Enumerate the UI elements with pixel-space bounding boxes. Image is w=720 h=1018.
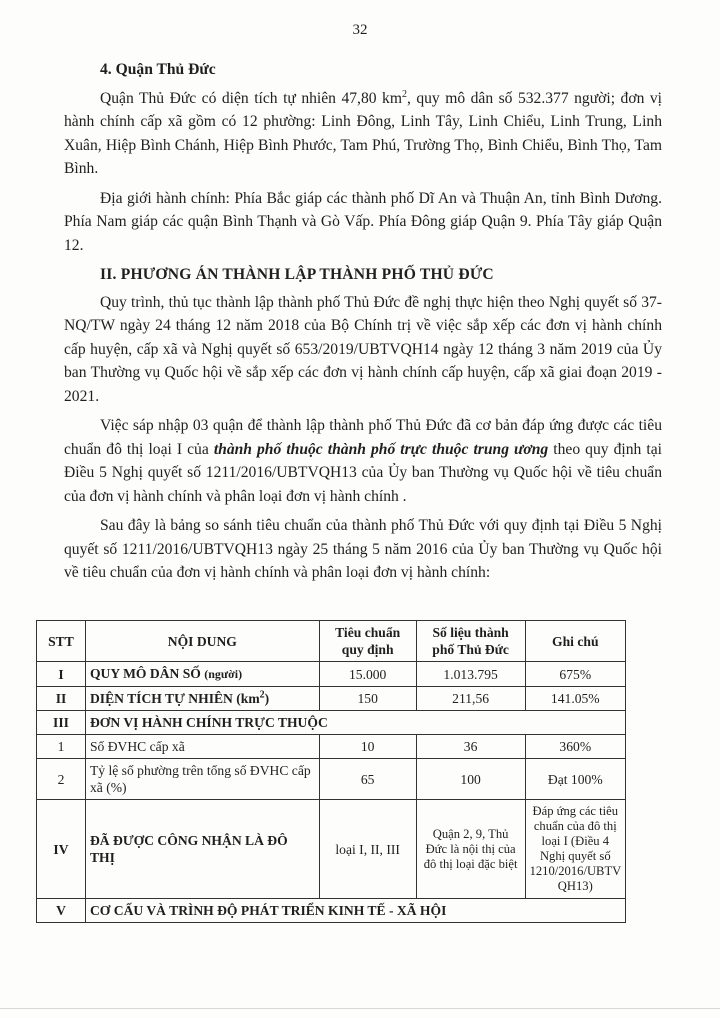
cell-stt: 2: [37, 759, 86, 800]
table-row: [37, 662, 626, 687]
part-heading: II. PHƯƠNG ÁN THÀNH LẬP THÀNH PHỐ THỦ ĐỨC: [100, 266, 494, 283]
table-row: [37, 800, 626, 899]
cell-content: Số ĐVHC cấp xã: [85, 735, 319, 759]
header-content: NỘI DUNG: [85, 621, 319, 662]
header-value: Số liệu thành phố Thủ Đức: [416, 621, 525, 662]
cell-content: QUY MÔ DÂN SỐ (người): [85, 662, 319, 687]
cell-standard: 65: [319, 759, 416, 800]
cell-stt: II: [37, 687, 86, 711]
cell-stt: IV: [37, 800, 86, 899]
paragraph-boundaries: Địa giới hành chính: Phía Bắc giáp các thành phố Dĩ An và Thuận An, tỉnh Bình Dương. Phía Nam giáp các quận Bình Thạnh và Gò Vấp. Phía Đông giáp Quận 9. Phía Tây giáp Quận 12.: [64, 189, 662, 254]
cell-stt: III: [37, 711, 86, 735]
table-header-row: [37, 621, 626, 662]
cell-content: CƠ CẤU VÀ TRÌNH ĐỘ PHÁT TRIỂN KINH TẾ - XÃ HỘI: [85, 899, 625, 923]
table-row: [37, 899, 626, 923]
cell-value: 100: [416, 759, 525, 800]
header-stt: STT: [37, 621, 86, 662]
paragraph-table-intro: Sau đây là bảng so sánh tiêu chuẩn của thành phố Thủ Đức với quy định tại Điều 5 Nghị quyết số 1211/2016/UBTVQH13 ngày 25 tháng 5 năm 2016 của Ủy ban Thường vụ Quốc hội về tiêu chuẩn của đơn vị hành chính và phân loại đơn vị hành chính:: [64, 517, 662, 581]
header-standard: Tiêu chuẩn quy định: [319, 621, 416, 662]
cell-content: ĐÃ ĐƯỢC CÔNG NHẬN LÀ ĐÔ THỊ: [85, 800, 319, 899]
cell-standard: 15.000: [319, 662, 416, 687]
document-body: [64, 58, 662, 591]
paragraph-procedure: Quy trình, thủ tục thành lập thành phố Thủ Đức đề nghị thực hiện theo Nghị quyết số 37-NQ/TW ngày 24 tháng 12 năm 2018 của Bộ Chính trị về việc sắp xếp các đơn vị hành chính cấp huyện, cấp xã và Nghị quyết số 653/2019/UBTVQH14 ngày 12 tháng 3 năm 2019 của Ủy ban Thường vụ Quốc hội về sắp xếp các đơn vị hành chính cấp huyện, cấp xã giai đoạn 2019 - 2021.: [64, 293, 662, 405]
table-row: [37, 687, 626, 711]
paragraph-merger: Việc sáp nhập 03 quận để thành lập thành phố Thủ Đức đã cơ bản đáp ứng được các tiêu chuẩn đô thị loại I của thành phố thuộc thành phố trực thuộc trung ương theo quy định tại Điều 5 Nghị quyết số 1211/2016/UBTVQH13 của Ủy ban Thường vụ Quốc hội về tiêu chuẩn của đơn vị hành chính và phân loại đơn vị hành chính .: [64, 417, 662, 505]
cell-standard: loại I, II, III: [319, 800, 416, 899]
cell-stt: I: [37, 662, 86, 687]
cell-note: Đạt 100%: [525, 759, 625, 800]
comparison-table: [36, 620, 626, 923]
cell-content: Tỷ lệ số phường trên tổng số ĐVHC cấp xã (%): [85, 759, 319, 800]
emphasis-text: thành phố thuộc thành phố trực thuộc trung ương: [213, 440, 549, 458]
cell-note: 675%: [525, 662, 625, 687]
cell-standard: 10: [319, 735, 416, 759]
cell-note: 141.05%: [525, 687, 625, 711]
cell-standard: 150: [319, 687, 416, 711]
cell-stt: 1: [37, 735, 86, 759]
table-row: [37, 759, 626, 800]
table-row: [37, 735, 626, 759]
cell-stt: V: [37, 899, 86, 923]
cell-content: ĐƠN VỊ HÀNH CHÍNH TRỰC THUỘC: [85, 711, 625, 735]
cell-value: Quận 2, 9, Thủ Đức là nội thị của đô thị loại đặc biệt: [416, 800, 525, 899]
cell-note: Đáp ứng các tiêu chuẩn của đô thị loại I (Điều 4 Nghị quyết số 1210/2016/UBTV QH13): [525, 800, 625, 899]
page-number: 32: [352, 22, 368, 38]
header-note: Ghi chú: [525, 621, 625, 662]
cell-content: DIỆN TÍCH TỰ NHIÊN $(km^2)$: [85, 687, 319, 711]
cell-value: 36: [416, 735, 525, 759]
cell-value: 1.013.795: [416, 662, 525, 687]
table-row: [37, 711, 626, 735]
page-edge-divider: [0, 1008, 720, 1009]
paragraph-area-population: Quận Thủ Đức có diện tích tự nhiên 47,80 $km^2$, quy mô dân số 532.377 người; đơn vị hành chính cấp xã gồm có 12 phường: Linh Đông, Linh Tây, Linh Chiểu, Linh Trung, Linh Xuân, Hiệp Bình Chánh, Hiệp Bình Phước, Tam Phú, Trường Thọ, Bình Chiểu, Bình Thọ, Tam Bình.: [64, 88, 662, 177]
superscript: 2: [401, 88, 407, 100]
cell-value: 211,56: [416, 687, 525, 711]
section-heading: 4. Quận Thủ Đức: [100, 61, 216, 78]
cell-note: 360%: [525, 735, 625, 759]
